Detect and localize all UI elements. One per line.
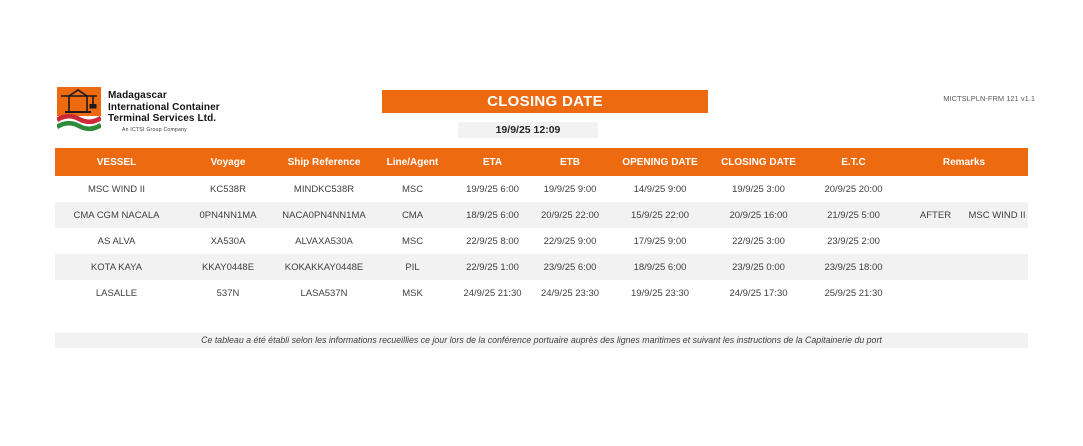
company-name-line1: Madagascar (108, 90, 167, 101)
cell-remarks (900, 280, 1028, 306)
cell-opening-date: 19/9/25 23:30 (630, 287, 690, 299)
report-timestamp: 19/9/25 12:09 (458, 122, 598, 138)
cell-line-agent: MSK (402, 287, 423, 299)
cell-etc: 21/9/25 5:00 (827, 209, 880, 221)
col-header-eta: ETA (455, 148, 530, 176)
cell-eta: 22/9/25 1:00 (466, 261, 519, 273)
col-header-closing-date: CLOSING DATE (710, 148, 807, 176)
col-header-line-agent: Line/Agent (370, 148, 455, 176)
cell-eta: 18/9/25 6:00 (466, 209, 519, 221)
cell-vessel: LASALLE (95, 287, 138, 299)
col-header-etb: ETB (530, 148, 610, 176)
cell-voyage: 0PN4NN1MA (199, 209, 257, 221)
cell-etc: 23/9/25 2:00 (827, 235, 880, 247)
cell-vessel: MSC WIND II (88, 183, 145, 195)
cell-ship-reference: NACA0PN4NN1MA (282, 209, 366, 221)
cell-eta: 22/9/25 8:00 (466, 235, 519, 247)
cell-closing-date: 20/9/25 16:00 (729, 209, 788, 221)
cell-ship-reference: ALVAXA530A (295, 235, 353, 247)
col-header-voyage: Voyage (178, 148, 278, 176)
document-code: MICTSLPLN-FRM 121 v1.1 (943, 94, 1035, 103)
table-row (55, 254, 1028, 280)
cell-closing-date: 24/9/25 17:30 (729, 287, 788, 299)
crane-flag-logo-icon (57, 87, 101, 134)
cell-etc: 20/9/25 20:00 (824, 183, 883, 195)
cell-voyage: KKAY0448E (201, 261, 255, 273)
cell-line-agent: MSC (401, 183, 424, 195)
cell-remarks (900, 176, 1028, 202)
cell-vessel: CMA CGM NACALA (73, 209, 160, 221)
cell-remarks (900, 254, 1028, 280)
cell-opening-date: 15/9/25 22:00 (630, 209, 690, 221)
cell-ship-reference: LASA537N (300, 287, 348, 299)
cell-opening-date: 14/9/25 9:00 (633, 183, 687, 195)
cell-voyage: XA530A (210, 235, 246, 247)
closing-date-table (55, 148, 1028, 306)
cell-ship-reference: MINDKC538R (293, 183, 355, 195)
cell-etb: 23/9/25 6:00 (543, 261, 597, 273)
table-row (55, 176, 1028, 202)
cell-etc: 23/9/25 18:00 (824, 261, 883, 273)
cell-opening-date: 17/9/25 9:00 (633, 235, 687, 247)
cell-closing-date: 19/9/25 3:00 (732, 183, 785, 195)
table-row (55, 280, 1028, 306)
cell-eta: 19/9/25 6:00 (466, 183, 519, 195)
company-name-line3: Terminal Services Ltd. (108, 113, 217, 124)
cell-closing-date: 23/9/25 0:00 (732, 261, 785, 273)
company-tagline: An ICTSI Group Company (122, 126, 187, 133)
table-header-row (55, 148, 1028, 176)
cell-voyage: 537N (216, 287, 240, 299)
cell-etc: 25/9/25 21:30 (824, 287, 883, 299)
cell-line-agent: MSC (401, 235, 424, 247)
company-name (108, 87, 220, 133)
table-row (55, 202, 1028, 228)
footnote-text: Ce tableau a été établi selon les informations recueillies ce jour lors de la conférence portuaire auprès des lignes maritimes et suivant les instructions de la Capitainerie du port (55, 333, 1028, 348)
cell-vessel: KOTA KAYA (90, 261, 143, 273)
col-header-remarks: Remarks (900, 148, 1028, 176)
cell-etb: 24/9/25 23:30 (540, 287, 600, 299)
cell-voyage: KC538R (210, 183, 246, 195)
cell-vessel: AS ALVA (97, 235, 136, 247)
cell-remarks (900, 228, 1028, 254)
cell-line-agent: PIL (405, 261, 420, 273)
remark-detail: MSC WIND II (968, 209, 1026, 221)
company-name-line2: International Container (108, 101, 220, 113)
cell-ship-reference: KOKAKKAY0448E (284, 261, 364, 273)
col-header-vessel: VESSEL (55, 148, 178, 176)
closing-date-banner: CLOSING DATE (382, 90, 708, 113)
cell-opening-date: 18/9/25 6:00 (633, 261, 687, 273)
cell-closing-date: 22/9/25 3:00 (732, 235, 785, 247)
cell-etb: 20/9/25 22:00 (540, 209, 600, 221)
cell-etb: 19/9/25 9:00 (543, 183, 597, 195)
company-logo (57, 87, 220, 134)
table-row (55, 228, 1028, 254)
col-header-opening-date: OPENING DATE (610, 148, 710, 176)
col-header-ship-reference: Ship Reference (278, 148, 370, 176)
cell-eta: 24/9/25 21:30 (463, 287, 522, 299)
col-header-etc: E.T.C (807, 148, 900, 176)
cell-etb: 22/9/25 9:00 (543, 235, 597, 247)
cell-remarks (900, 202, 1028, 228)
cell-line-agent: CMA (401, 209, 424, 221)
remark-prefix: AFTER (919, 209, 952, 221)
